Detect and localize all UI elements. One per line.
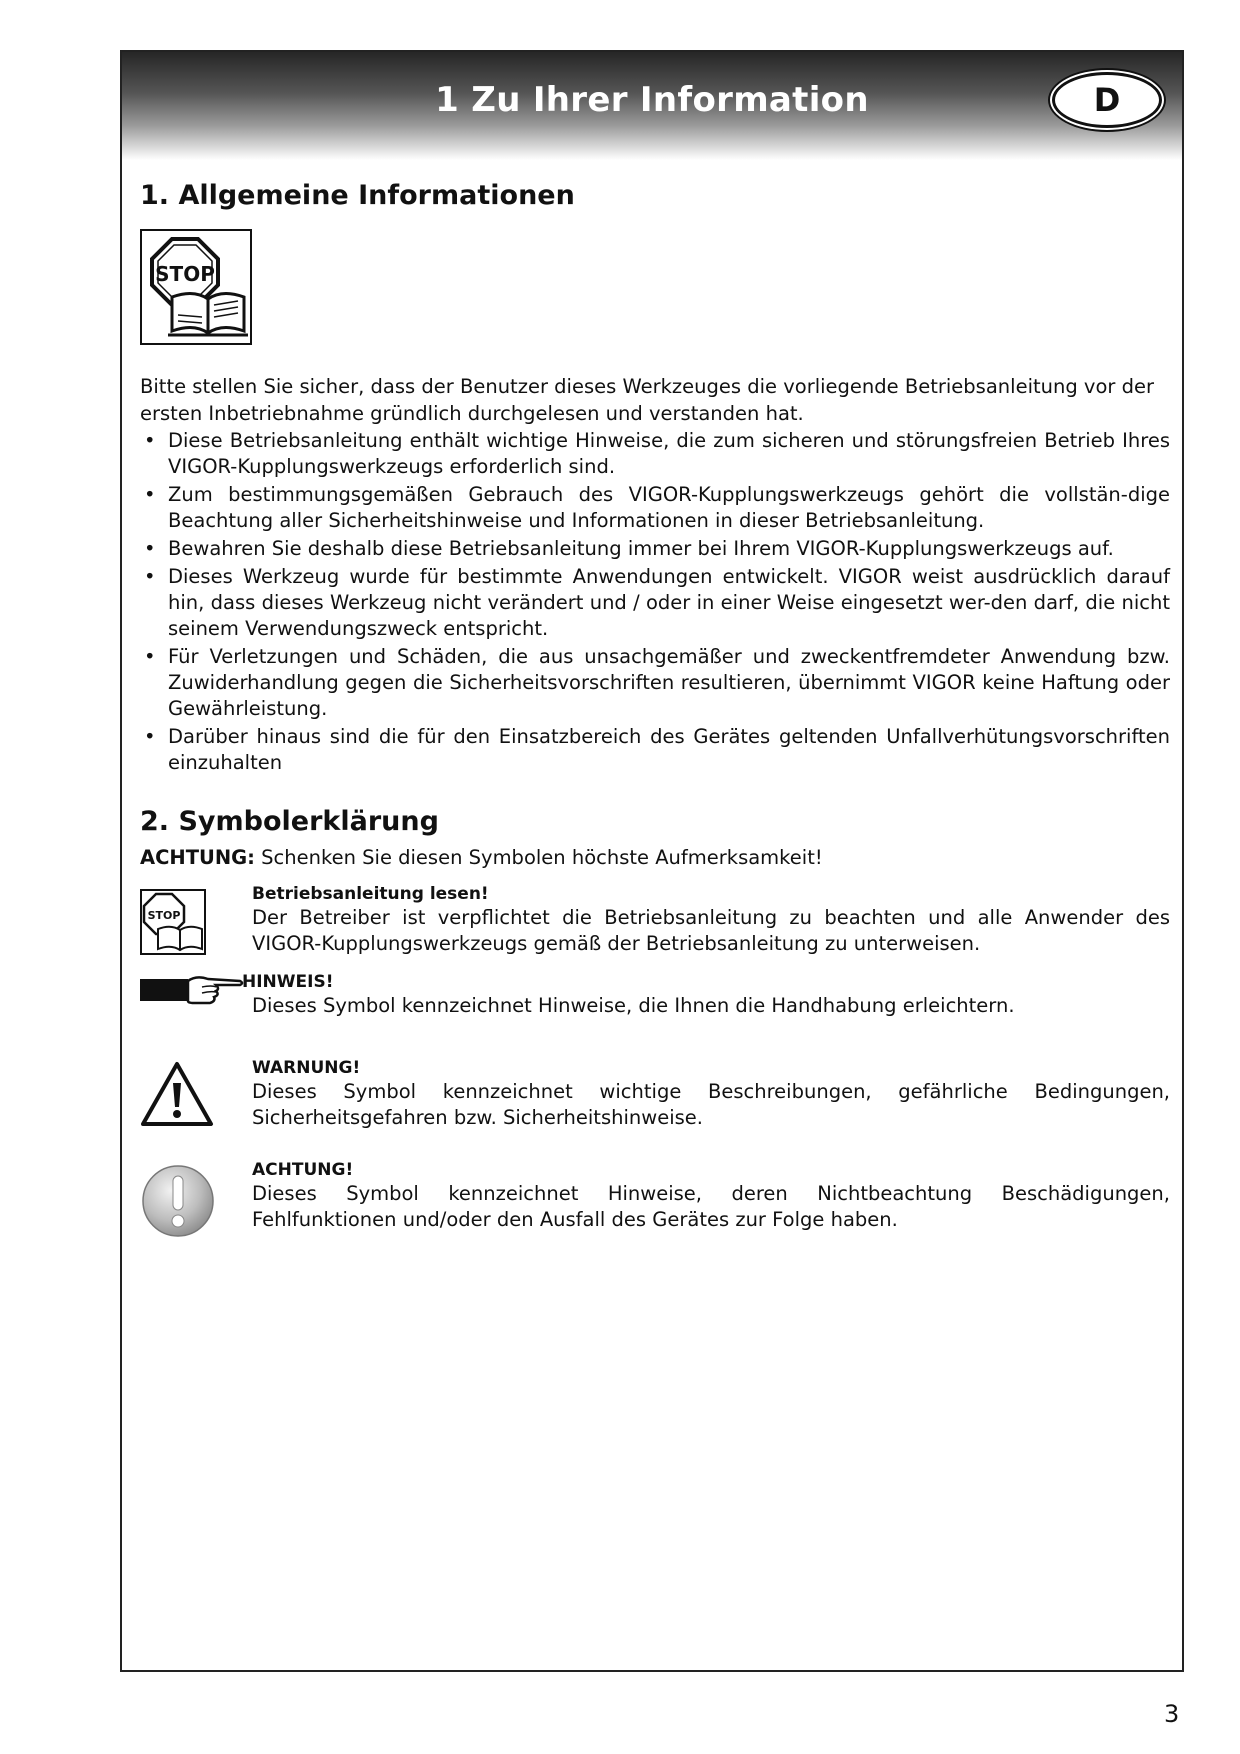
symbol-title: WARNUNG! bbox=[252, 1058, 361, 1078]
intro-paragraph: Bitte stellen Sie sicher, dass der Benutzer dieses Werkzeuges die vorliegende Betriebsanleitung vor der ersten Inbetriebnahme gründlich durchgelesen und verstanden hat. bbox=[140, 375, 1154, 425]
symbol-description: Dieses Symbol kennzeichnet Hinweise, die Ihnen die Handhabung erleichtern. bbox=[252, 994, 1015, 1017]
info-bullet-list bbox=[140, 428, 1170, 776]
symbol-entry-caution bbox=[140, 1159, 1170, 1233]
list-item: • Für Verletzungen und Schäden, die aus unsachgemäßer und zweckentfremdeter Anwendung bzw. Zuwiderhandlung gegen die Sicherheitsvorschriften resultieren, übernimmt VIGOR keine Haftung oder Gewährleistung. bbox=[140, 644, 1170, 722]
symbol-title: HINWEIS! bbox=[242, 972, 334, 992]
symbol-entry-note bbox=[140, 971, 1170, 1041]
page-title: 1 Zu Ihrer Information bbox=[435, 80, 869, 120]
symbol-title: ACHTUNG! bbox=[252, 1160, 354, 1180]
section-heading-symbols: 2. Symbolerklärung bbox=[140, 806, 439, 837]
svg-text:STOP: STOP bbox=[147, 909, 181, 922]
list-item: • Zum bestimmungsgemäßen Gebrauch des VIGOR-Kupplungswerkzeugs gehört die vollstän-dige Beachtung aller Sicherheitshinweise und Informationen in dieser Betriebsanleitung. bbox=[140, 482, 1170, 534]
list-item: • Dieses Werkzeug wurde für bestimmte Anwendungen entwickelt. VIGOR weist ausdrücklich darauf hin, dass dieses Werkzeug nicht verändert und / oder in einer Weise eingesetzt wer-den darf, die nicht seinem Verwendungszweck entspricht. bbox=[140, 564, 1170, 642]
symbol-description: Dieses Symbol kennzeichnet Hinweise, deren Nichtbeachtung Beschädigungen, Fehlfunktionen und/oder den Ausfall des Gerätes zur Folge haben. bbox=[252, 1182, 1170, 1231]
list-item: • Bewahren Sie deshalb diese Betriebsanleitung immer bei Ihrem VIGOR-Kupplungswerkzeugs auf. bbox=[140, 536, 1170, 562]
page-number: 3 bbox=[1164, 1700, 1180, 1728]
language-badge: D bbox=[1052, 72, 1162, 128]
list-item: • Darüber hinaus sind die für den Einsatzbereich des Gerätes geltenden Unfallverhütungsvorschriften einzuhalten bbox=[140, 724, 1170, 776]
main-content bbox=[140, 180, 1170, 1233]
stop-read-manual-icon bbox=[140, 229, 252, 345]
stop-read-manual-icon bbox=[140, 889, 206, 959]
symbol-description: Dieses Symbol kennzeichnet wichtige Beschreibungen, gefährliche Bedingungen, Sicherheitsgefahren bzw. Sicherheitshinweise. bbox=[252, 1080, 1170, 1129]
list-item: • Diese Betriebsanleitung enthält wichtige Hinweise, die zum sicheren und störungsfreien Betrieb Ihres VIGOR-Kupplungswerkzeugs erforderlich sind. bbox=[140, 428, 1170, 480]
exclamation-circle-icon bbox=[140, 1163, 216, 1243]
warning-triangle-icon bbox=[140, 1061, 214, 1131]
symbol-title: Betriebsanleitung lesen! bbox=[252, 884, 489, 904]
pointing-hand-icon bbox=[140, 973, 244, 1013]
symbol-entry-read-manual bbox=[140, 883, 1170, 957]
symbol-description: Der Betreiber ist verpflichtet die Betriebsanleitung zu beachten und alle Anwender des VIGOR-Kupplungswerkzeugs gemäß der Betriebsanleitung zu unterweisen. bbox=[252, 906, 1170, 955]
attention-line bbox=[140, 844, 1170, 871]
attention-label: ACHTUNG: bbox=[140, 846, 255, 869]
svg-text:STOP: STOP bbox=[155, 262, 215, 286]
header-banner bbox=[122, 52, 1182, 160]
section-heading-general: 1. Allgemeine Informationen bbox=[140, 180, 575, 211]
symbol-entry-warning bbox=[140, 1057, 1170, 1131]
attention-text: Schenken Sie diesen Symbolen höchste Aufmerksamkeit! bbox=[254, 846, 823, 869]
